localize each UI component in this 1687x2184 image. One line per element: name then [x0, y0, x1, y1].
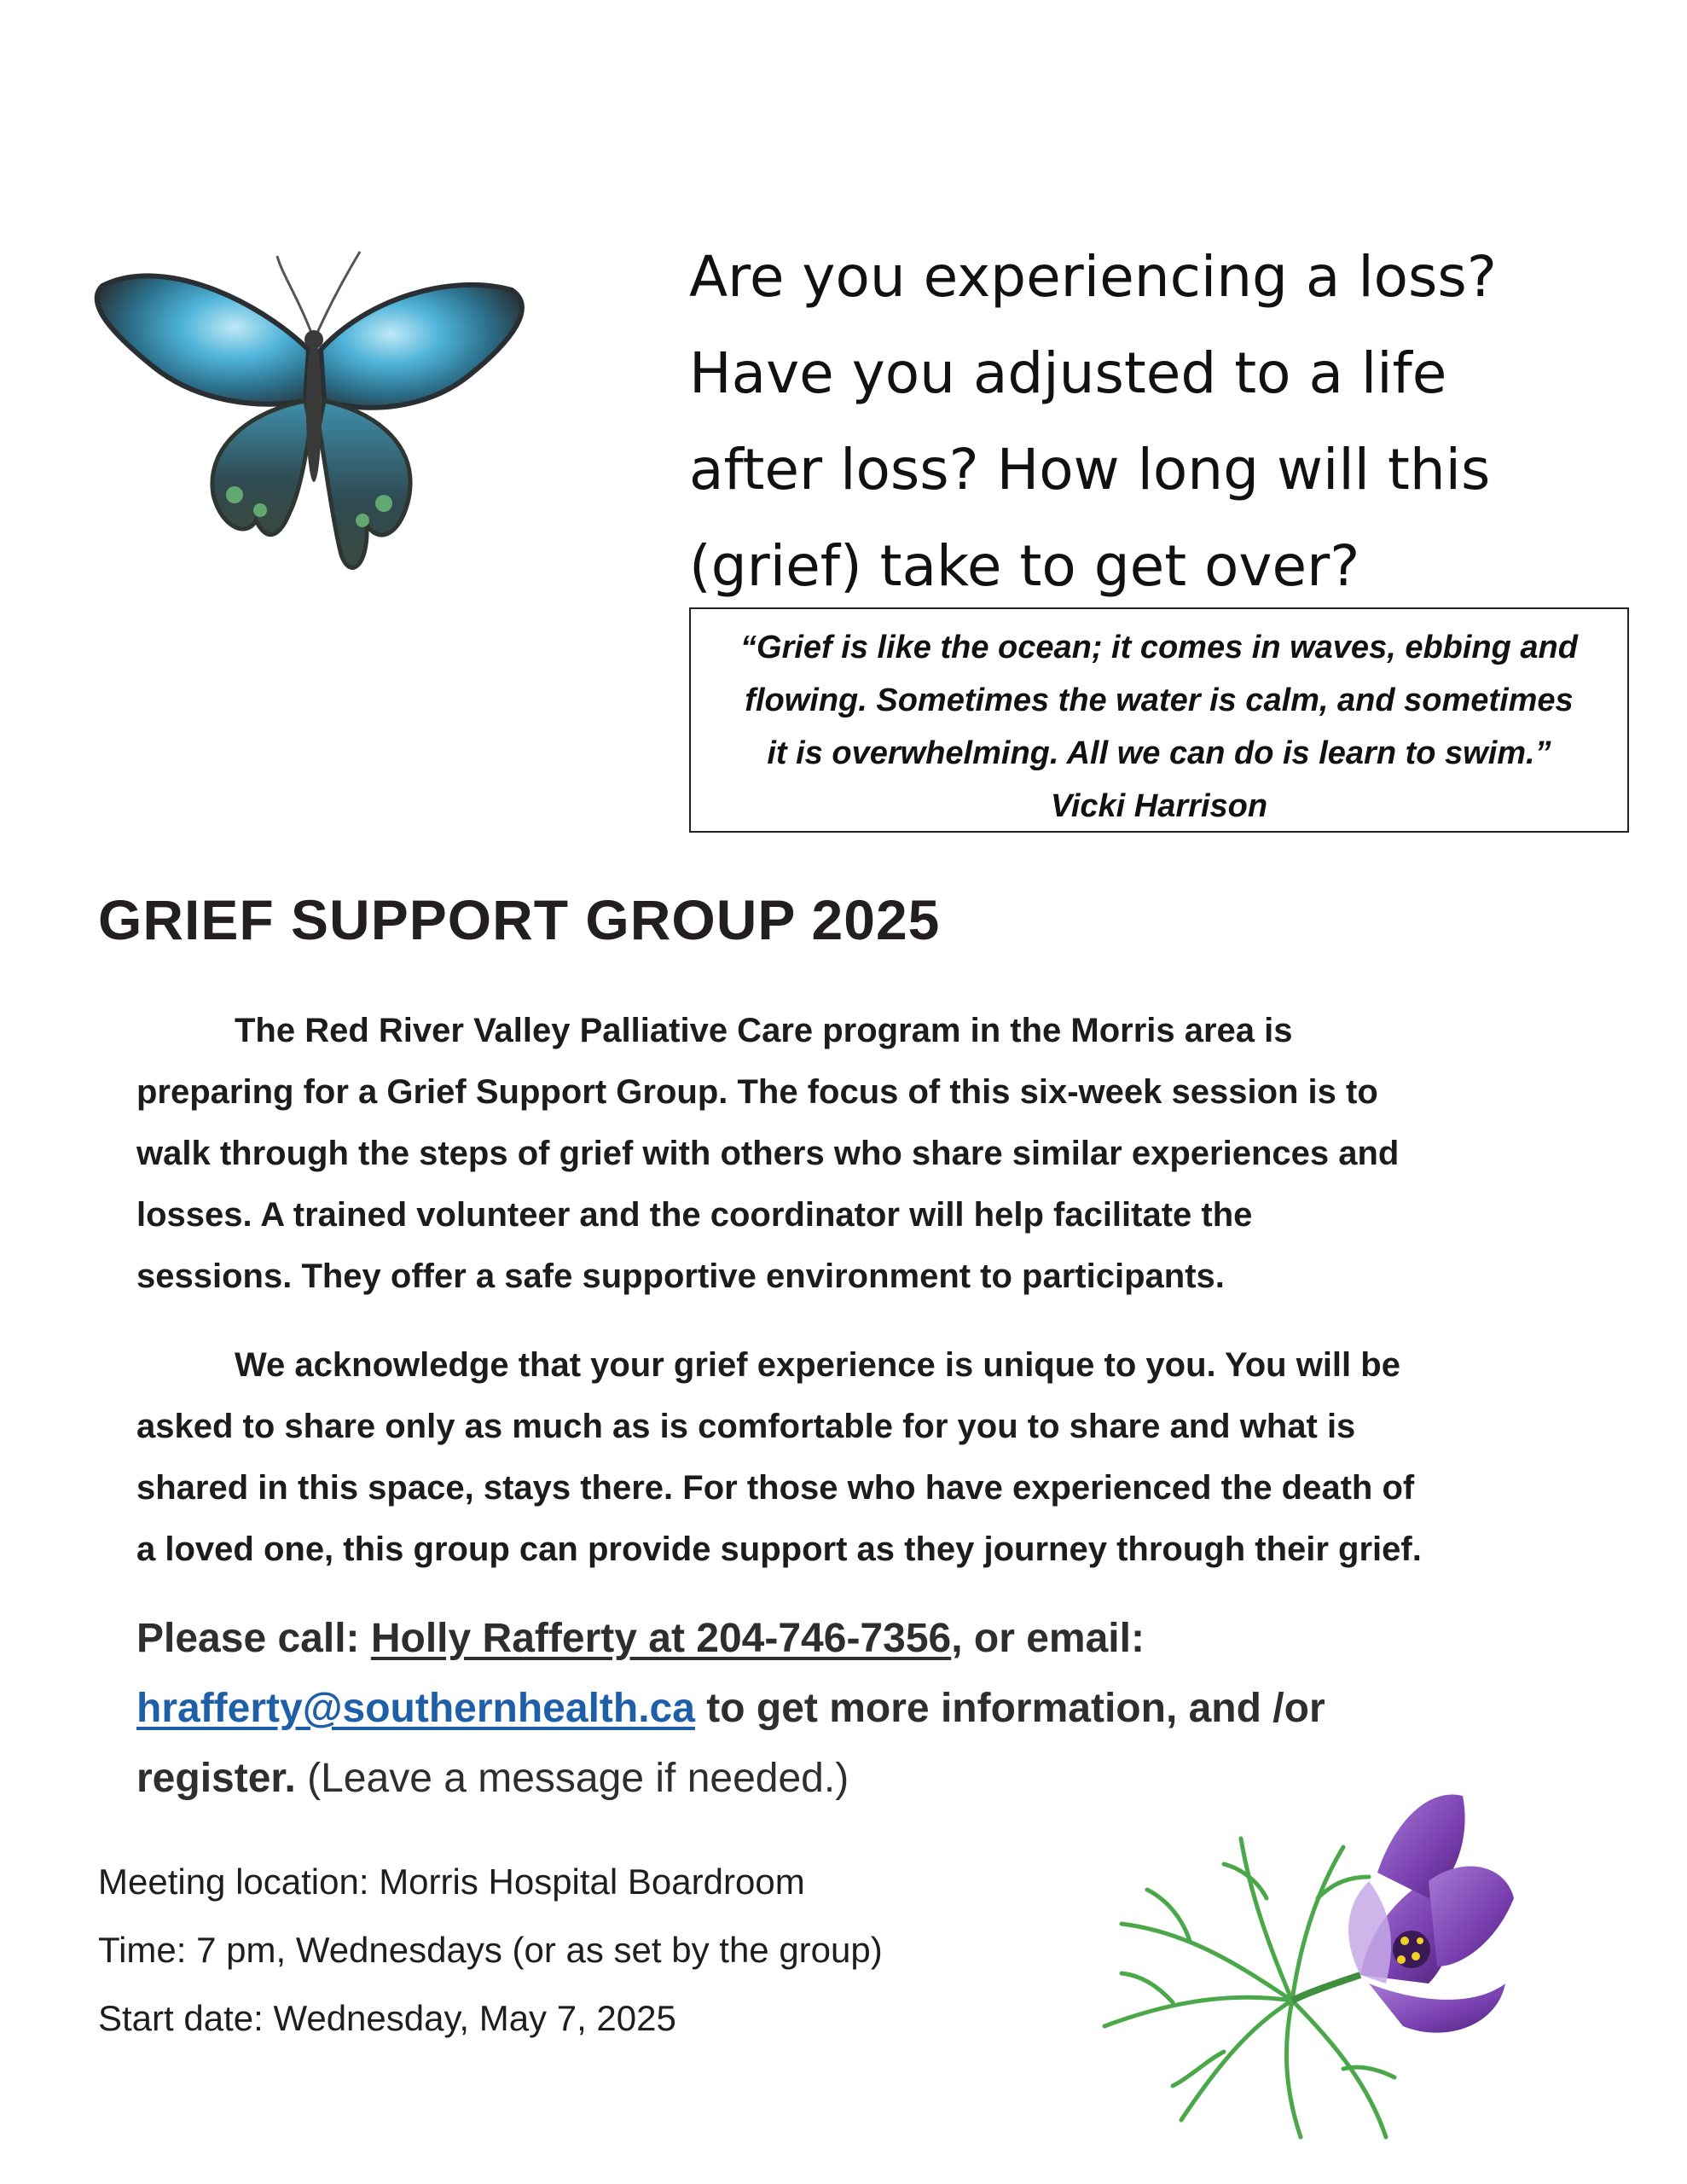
crocus-flower-image: [1087, 1770, 1531, 2146]
paragraph-line: losses. A trained volunteer and the coordinator will help facilitate the: [136, 1196, 1253, 1234]
page-title: GRIEF SUPPORT GROUP 2025: [98, 888, 941, 951]
info-text: to get more information, and /or: [694, 1686, 1325, 1731]
register-label: register.: [136, 1756, 296, 1801]
description-paragraph: [136, 1000, 1620, 1307]
question-line: Are you experiencing a loss?: [689, 244, 1497, 310]
quote-line: “Grief is like the ocean; it comes in waves, ebbing and: [740, 630, 1578, 665]
quote-box: [689, 607, 1629, 833]
paragraph-line: shared in this space, stays there. For those who have experienced the death of: [136, 1469, 1415, 1507]
leave-message-note: (Leave a message if needed.): [295, 1756, 849, 1801]
intro-questions: [689, 229, 1644, 614]
meeting-start-date: Start date: Wednesday, May 7, 2025: [98, 1998, 676, 2038]
butterfly-image: [85, 239, 546, 597]
meeting-details: [98, 1848, 883, 2053]
quote-line: it is overwhelming. All we can do is learn to swim.”: [767, 735, 1551, 771]
question-line: Have you adjusted to a life: [689, 340, 1447, 406]
quote-line: flowing. Sometimes the water is calm, and sometimes: [745, 682, 1574, 718]
meeting-time: Time: 7 pm, Wednesdays (or as set by the group): [98, 1930, 883, 1970]
acknowledgement-paragraph: [136, 1334, 1620, 1580]
paragraph-line: walk through the steps of grief with others who share similar experiences and: [136, 1135, 1400, 1172]
paragraph-line: We acknowledge that your grief experience is unique to you. You will be: [235, 1346, 1400, 1384]
contact-line: [136, 1604, 1638, 1674]
paragraph-line: preparing for a Grief Support Group. The focus of this six-week session is to: [136, 1073, 1378, 1111]
email-link[interactable]: hrafferty@southernhealth.ca: [136, 1686, 695, 1731]
contact-line: [136, 1674, 1638, 1744]
meeting-location: Meeting location: Morris Hospital Boardroom: [98, 1862, 805, 1902]
paragraph-line: asked to share only as much as is comfortable for you to share and what is: [136, 1408, 1356, 1445]
paragraph-line: a loved one, this group can provide support as they journey through their grief.: [136, 1531, 1422, 1568]
quote-author: Vicki Harrison: [1050, 788, 1268, 824]
paragraph-line: sessions. They offer a safe supportive environment to participants.: [136, 1258, 1225, 1295]
or-email-label: , or email:: [951, 1616, 1145, 1661]
paragraph-line: The Red River Valley Palliative Care program in the Morris area is: [235, 1012, 1293, 1049]
question-line: after loss? How long will this: [689, 437, 1491, 502]
question-line: (grief) take to get over?: [689, 533, 1360, 599]
please-call-label: Please call:: [136, 1616, 371, 1661]
phone-contact: Holly Rafferty at 204-746-7356: [370, 1616, 952, 1661]
